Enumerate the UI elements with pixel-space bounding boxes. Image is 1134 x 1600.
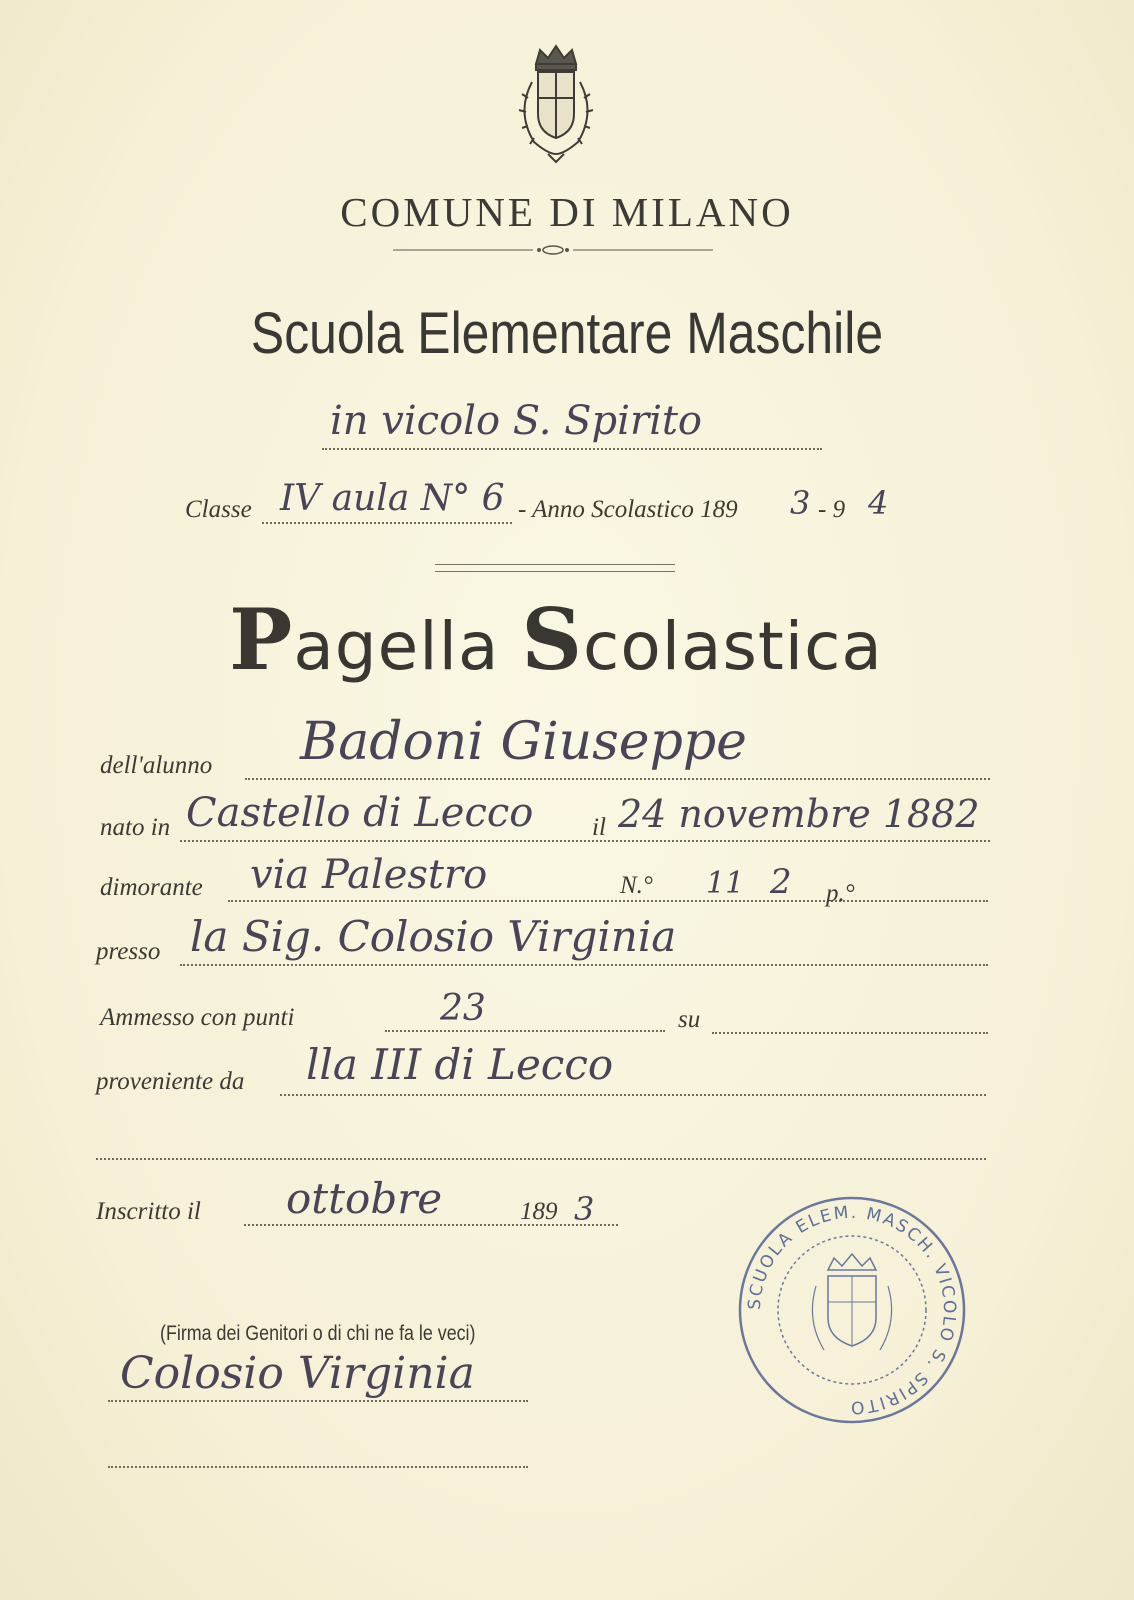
- house-number-value: 11: [706, 866, 745, 901]
- admitted-max-label: su: [678, 1006, 701, 1033]
- class-value: IV aula N° 6: [280, 478, 505, 519]
- birth-date-value: 24 novembre 1882: [618, 792, 980, 836]
- school-year-end: 4: [868, 484, 889, 522]
- floor-value: 2: [770, 862, 792, 902]
- school-year-label: - Anno Scolastico 189: [518, 496, 738, 523]
- student-label: dell'alunno: [100, 752, 213, 779]
- enrolled-year-label: 189: [520, 1198, 558, 1225]
- location-line: [322, 448, 822, 450]
- title-word-1: agella: [293, 608, 500, 685]
- admitted-label: Ammesso con punti: [100, 1004, 295, 1031]
- admitted-max-line: [712, 1032, 988, 1034]
- blank-line: [96, 1158, 986, 1160]
- admitted-points-value: 23: [440, 988, 486, 1029]
- signature-caption: (Firma dei Genitori o di chi ne fa le veci): [160, 1322, 476, 1345]
- document-title: [226, 590, 886, 689]
- origin-value: lla III di Lecco: [306, 1040, 614, 1089]
- class-label: Classe: [185, 496, 252, 523]
- ornamental-divider: [393, 244, 713, 256]
- double-divider: [435, 564, 675, 572]
- school-name: Scuola Elementare Maschile: [250, 301, 884, 366]
- floor-label: p.°: [826, 880, 855, 907]
- origin-label: proveniente da: [96, 1068, 245, 1095]
- municipality-title: COMUNE DI MILANO: [340, 189, 794, 235]
- enrolled-label: Inscritto il: [96, 1198, 201, 1225]
- stamp-text: SCUOLA ELEM. MASCH. VICOLO S. SPIRITO: [744, 1202, 960, 1418]
- house-number-label: N.°: [620, 872, 653, 899]
- birth-line: [180, 840, 990, 842]
- student-name: Badoni Giuseppe: [300, 712, 747, 772]
- presso-value: la Sig. Colosio Virginia: [190, 912, 677, 961]
- residence-value: via Palestro: [250, 852, 488, 898]
- admitted-points-line: [385, 1030, 665, 1032]
- title-word-2: colastica: [583, 608, 883, 685]
- school-location: in vicolo S. Spirito: [330, 398, 703, 444]
- enrolled-line: [244, 1224, 618, 1226]
- signature-line-2: [108, 1466, 528, 1468]
- title-initial-p: P: [229, 590, 294, 689]
- birthplace-value: Castello di Lecco: [186, 790, 534, 836]
- birthplace-label: nato in: [100, 814, 171, 841]
- residence-label: dimorante: [100, 874, 203, 901]
- enrolled-date-value: ottobre: [286, 1174, 443, 1223]
- presso-label: presso: [96, 938, 161, 965]
- class-line: [262, 522, 512, 524]
- origin-line: [280, 1094, 986, 1096]
- parent-signature: Colosio Virginia: [120, 1348, 475, 1399]
- enrolled-year-value: 3: [574, 1190, 595, 1228]
- title-initial-s: S: [521, 590, 584, 689]
- presso-line: [180, 964, 988, 966]
- school-stamp-icon: [732, 1190, 972, 1430]
- signature-line: [108, 1400, 528, 1402]
- school-year-start: 3: [790, 484, 811, 522]
- school-year-separator: - 9: [818, 496, 846, 523]
- student-line: [245, 778, 990, 780]
- milan-coat-of-arms-icon: [508, 42, 604, 164]
- residence-line: [228, 900, 988, 902]
- birth-date-label: il: [592, 814, 606, 841]
